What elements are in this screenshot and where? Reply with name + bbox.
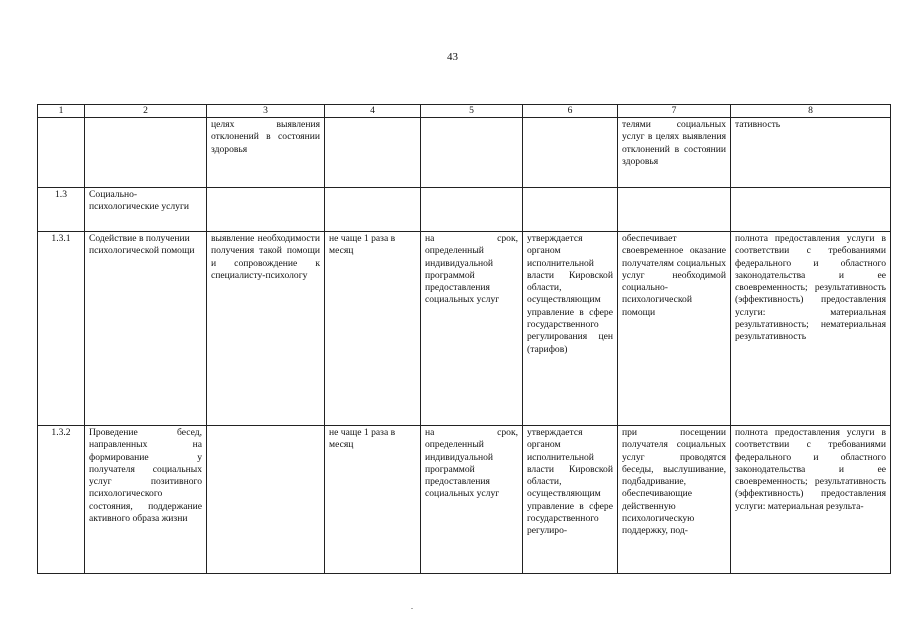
table-row bbox=[38, 426, 891, 574]
column-number: 6 bbox=[523, 105, 618, 118]
quality-cell: полнота предоставления услуги в соответствии с требованиями федерального и областного законодательства и ее своевременность; результативность (эффективность) предоставления услуги: материальная результа- bbox=[731, 426, 891, 574]
tariff-cell: утверждается органом исполнительной власти Кировской области, осуществляющим управление в сфере государственного регулирования цен (тарифов) bbox=[523, 232, 618, 426]
column-number: 1 bbox=[38, 105, 85, 118]
service-description-cell: целях выявления отклонений в состоянии здоровья bbox=[207, 118, 325, 188]
table-row bbox=[38, 232, 891, 426]
service-name-cell: Социально-психологические услуги bbox=[85, 188, 207, 232]
row-number-cell bbox=[38, 118, 85, 188]
service-name-cell: Проведение бесед, направленных на формирование у получателя социальных услуг позитивного психологического состояния, поддержание активного образа жизни bbox=[85, 426, 207, 574]
conditions-cell: телями социальных услуг в целях выявления отклонений в состоянии здоровья bbox=[618, 118, 731, 188]
quality-cell bbox=[731, 188, 891, 232]
conditions-cell bbox=[618, 188, 731, 232]
row-number-cell: 1.3.1 bbox=[38, 232, 85, 426]
conditions-cell: при посещении получателя социальных услуг проводятся беседы, выслушивание, подбадривание, обеспечивающие действенную психологическую поддержку, под- bbox=[618, 426, 731, 574]
frequency-cell: не чаще 1 раза в месяц bbox=[325, 426, 421, 574]
duration-cell: на срок, определенный индивидуальной программой предоставления социальных услуг bbox=[421, 232, 523, 426]
service-description-cell: выявление необходимости получения такой помощи и сопровождение к специалисту-психологу bbox=[207, 232, 325, 426]
frequency-cell bbox=[325, 188, 421, 232]
column-number: 7 bbox=[618, 105, 731, 118]
conditions-cell: обеспечивает своевременное оказание получателям социальных услуг необходимой социально-психологической помощи bbox=[618, 232, 731, 426]
frequency-cell bbox=[325, 118, 421, 188]
tariff-cell bbox=[523, 188, 618, 232]
quality-cell: тативность bbox=[731, 118, 891, 188]
frequency-cell: не чаще 1 раза в месяц bbox=[325, 232, 421, 426]
tariff-cell bbox=[523, 118, 618, 188]
page-number: 43 bbox=[447, 51, 458, 63]
column-number: 5 bbox=[421, 105, 523, 118]
services-table bbox=[37, 104, 891, 574]
row-number-cell: 1.3.2 bbox=[38, 426, 85, 574]
table-row bbox=[38, 118, 891, 188]
scan-speck bbox=[411, 608, 413, 609]
column-number: 3 bbox=[207, 105, 325, 118]
duration-cell bbox=[421, 118, 523, 188]
service-description-cell bbox=[207, 426, 325, 574]
tariff-cell: утверждается органом исполнительной власти Кировской области, осуществляющим управление в сфере государственного регулиро- bbox=[523, 426, 618, 574]
column-number: 8 bbox=[731, 105, 891, 118]
duration-cell bbox=[421, 188, 523, 232]
duration-cell: на срок, определенный индивидуальной программой предоставления социальных услуг bbox=[421, 426, 523, 574]
column-number-row bbox=[38, 105, 891, 118]
service-name-cell: Содействие в получении психологической помощи bbox=[85, 232, 207, 426]
table-row bbox=[38, 188, 891, 232]
service-name-cell bbox=[85, 118, 207, 188]
quality-cell: полнота предоставления услуги в соответствии с требованиями федерального и областного законодательства и ее своевременность; результативность (эффективность) предоставления услуги: материальная результативность; нематериальная результативность bbox=[731, 232, 891, 426]
column-number: 4 bbox=[325, 105, 421, 118]
service-description-cell bbox=[207, 188, 325, 232]
row-number-cell: 1.3 bbox=[38, 188, 85, 232]
column-number: 2 bbox=[85, 105, 207, 118]
